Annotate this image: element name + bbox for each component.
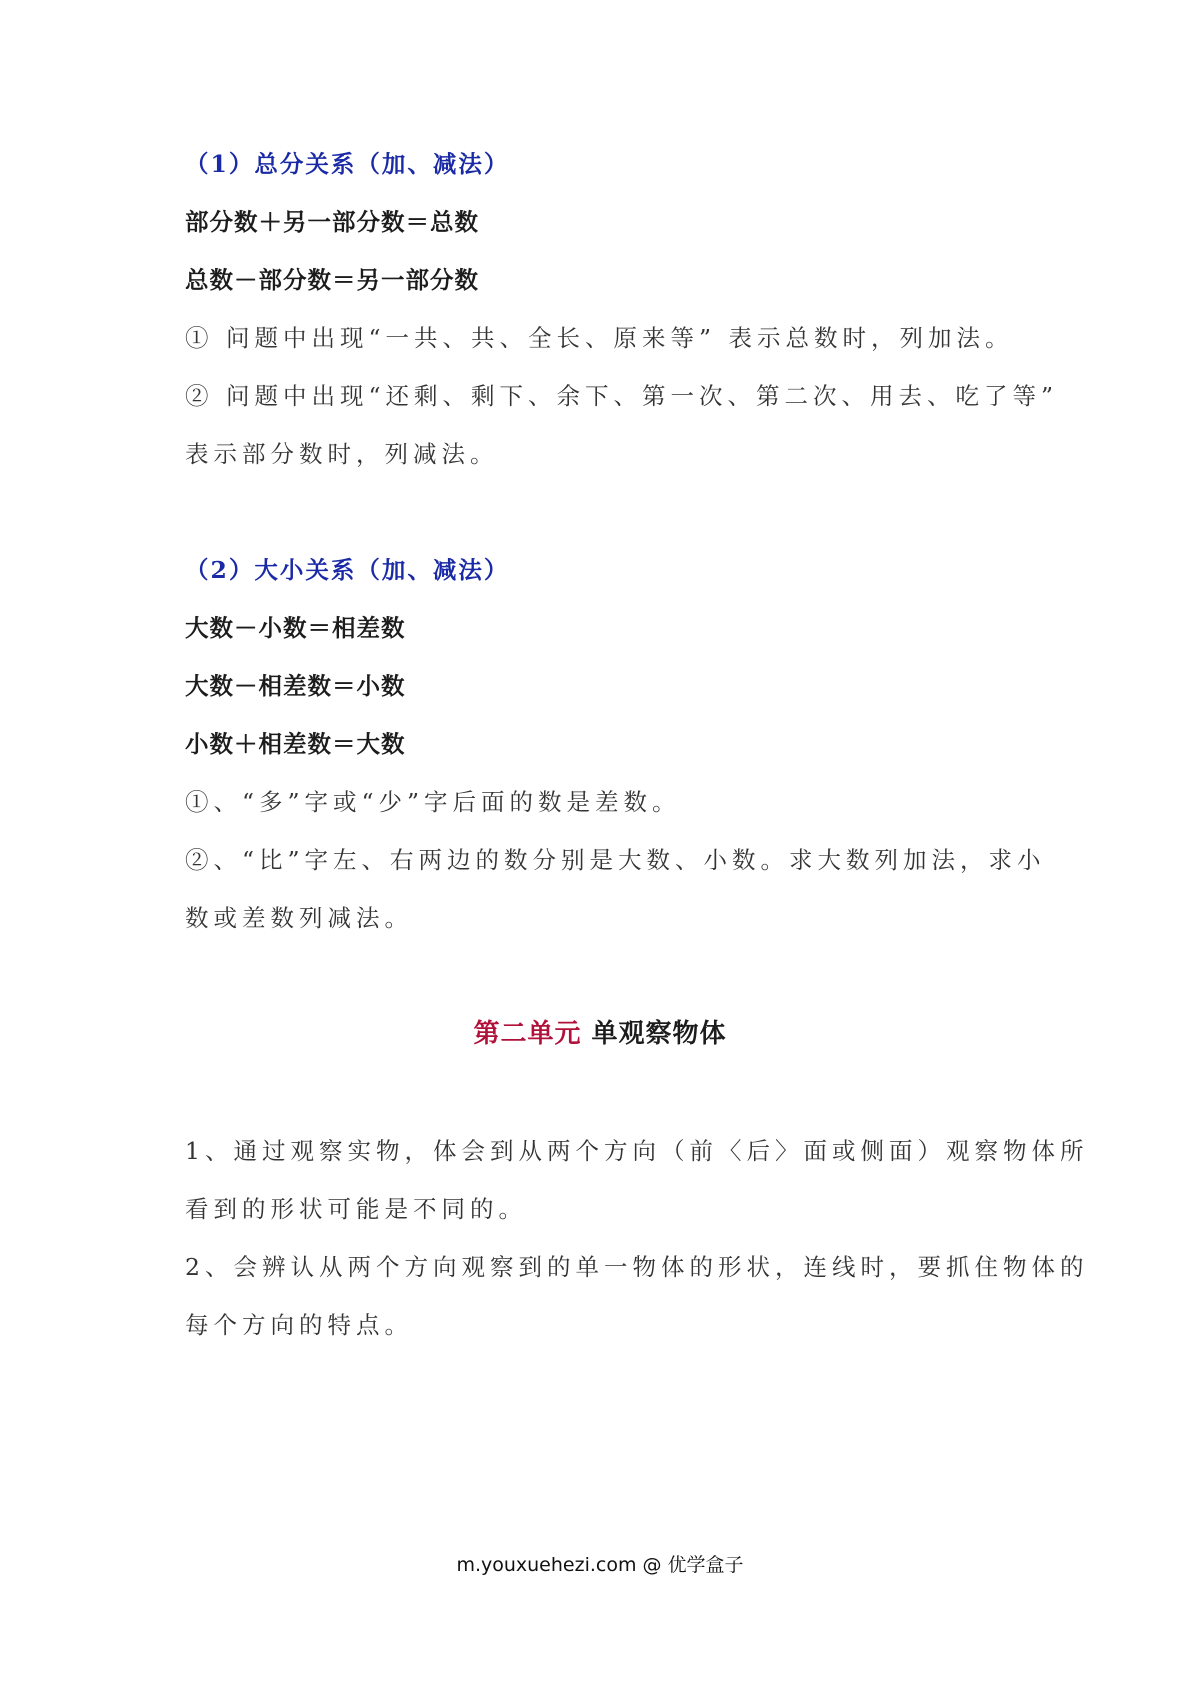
section1-formula-2: 总数－部分数＝另一部分数 bbox=[185, 266, 479, 294]
footer-watermark: m.youxuehezi.com @ 优学盒子 bbox=[456, 1554, 744, 1576]
unit2-item-2-line-2: 每个方向的特点。 bbox=[185, 1311, 413, 1339]
section1-note-1: ① 问题中出现“一共、共、全长、原来等” 表示总数时，列加法。 bbox=[185, 324, 1014, 352]
section2-formula-1: 大数－小数＝相差数 bbox=[185, 614, 406, 642]
section1-formula-1: 部分数＋另一部分数＝总数 bbox=[185, 208, 479, 236]
unit2-item-2-line-1: 2、会辨认从两个方向观察到的单一物体的形状，连线时，要抓住物体的 bbox=[185, 1253, 1089, 1281]
section2-formula-2: 大数－相差数＝小数 bbox=[185, 672, 406, 700]
section1-note-2-line-1: ② 问题中出现“还剩、剩下、余下、第一次、第二次、用去、吃了等” bbox=[185, 382, 1058, 410]
section2-note-2-line-1: ②、“比”字左、右两边的数分别是大数、小数。求大数列加法，求小 bbox=[185, 846, 1046, 874]
unit2-item-1-line-2: 看到的形状可能是不同的。 bbox=[185, 1195, 527, 1223]
unit2-item-1-line-1: 1、通过观察实物，体会到从两个方向（前〈后〉面或侧面）观察物体所 bbox=[185, 1137, 1089, 1165]
section2-heading: （2）大小关系（加、减法） bbox=[185, 556, 510, 584]
unit2-title bbox=[0, 1016, 1200, 1052]
section2-formula-3: 小数＋相差数＝大数 bbox=[185, 730, 406, 758]
section1-note-2-line-2: 表示部分数时，列减法。 bbox=[185, 440, 499, 468]
section2-note-1: ①、“多”字或“少”字后面的数是差数。 bbox=[185, 788, 681, 816]
unit2-title-prefix: 第二单元 bbox=[473, 1019, 582, 1049]
section1-heading: （1）总分关系（加、减法） bbox=[185, 150, 510, 178]
unit2-title-rest: 单观察物体 bbox=[581, 1019, 727, 1049]
section2-note-2-line-2: 数或差数列减法。 bbox=[185, 904, 413, 932]
